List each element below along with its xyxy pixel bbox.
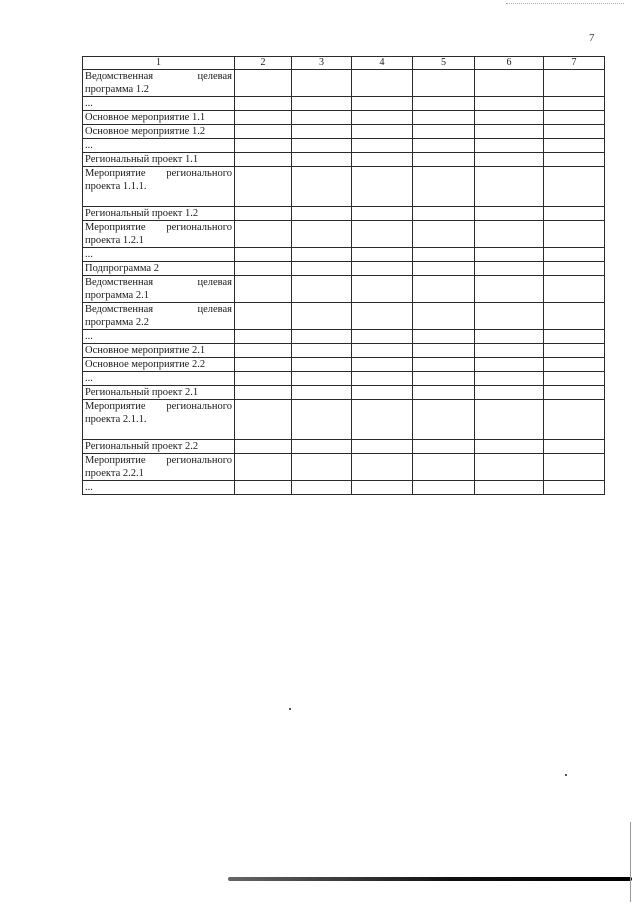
table-row [83, 386, 605, 400]
cell-col-4 [352, 153, 413, 167]
table-row [83, 358, 605, 372]
table-row [83, 481, 605, 495]
cell-col-2 [235, 344, 292, 358]
scan-artifact-top [506, 3, 624, 7]
cell-col-2 [235, 207, 292, 221]
cell-col-6 [475, 125, 544, 139]
cell-col-7 [544, 276, 605, 303]
header-row [83, 57, 605, 70]
cell-col-2 [235, 125, 292, 139]
scan-speck [289, 708, 291, 710]
row-label: Ведомственная целевая программа 2.1 [83, 276, 235, 303]
cell-col-7 [544, 153, 605, 167]
row-label: Основное мероприятие 1.2 [83, 125, 235, 139]
cell-col-7 [544, 400, 605, 440]
cell-col-4 [352, 386, 413, 400]
cell-col-7 [544, 139, 605, 153]
cell-col-7 [544, 125, 605, 139]
table-row [83, 262, 605, 276]
cell-col-6 [475, 221, 544, 248]
cell-col-4 [352, 70, 413, 97]
row-label: Мероприятие регионального проекта 2.1.1. [83, 400, 235, 440]
cell-col-7 [544, 248, 605, 262]
cell-col-3 [292, 153, 352, 167]
table-body [83, 70, 605, 495]
cell-col-4 [352, 125, 413, 139]
cell-col-6 [475, 139, 544, 153]
cell-col-2 [235, 248, 292, 262]
cell-col-6 [475, 111, 544, 125]
row-label: Региональный проект 1.1 [83, 153, 235, 167]
cell-col-4 [352, 358, 413, 372]
cell-col-3 [292, 454, 352, 481]
row-label: Мероприятие регионального проекта 2.2.1 [83, 454, 235, 481]
table-row [83, 125, 605, 139]
table-row [83, 344, 605, 358]
cell-col-2 [235, 400, 292, 440]
cell-col-3 [292, 303, 352, 330]
cell-col-7 [544, 70, 605, 97]
cell-col-5 [413, 167, 475, 207]
row-label: ... [83, 97, 235, 111]
row-label: ... [83, 372, 235, 386]
cell-col-3 [292, 139, 352, 153]
cell-col-7 [544, 481, 605, 495]
cell-col-5 [413, 139, 475, 153]
row-label: Региональный проект 2.2 [83, 440, 235, 454]
cell-col-7 [544, 440, 605, 454]
table-row [83, 97, 605, 111]
cell-col-4 [352, 344, 413, 358]
table-row [83, 139, 605, 153]
cell-col-4 [352, 440, 413, 454]
cell-col-5 [413, 248, 475, 262]
row-label: Основное мероприятие 1.1 [83, 111, 235, 125]
cell-col-7 [544, 344, 605, 358]
row-label: Ведомственная целевая программа 2.2 [83, 303, 235, 330]
cell-col-6 [475, 481, 544, 495]
cell-col-3 [292, 207, 352, 221]
column-header-6: 6 [475, 57, 544, 70]
cell-col-6 [475, 276, 544, 303]
cell-col-6 [475, 262, 544, 276]
table-row [83, 248, 605, 262]
table-row [83, 400, 605, 440]
cell-col-6 [475, 70, 544, 97]
cell-col-2 [235, 221, 292, 248]
cell-col-5 [413, 358, 475, 372]
cell-col-2 [235, 97, 292, 111]
cell-col-5 [413, 386, 475, 400]
table-row [83, 167, 605, 207]
cell-col-5 [413, 207, 475, 221]
cell-col-6 [475, 153, 544, 167]
row-label: ... [83, 248, 235, 262]
table-row [83, 454, 605, 481]
cell-col-7 [544, 454, 605, 481]
cell-col-4 [352, 276, 413, 303]
table-row [83, 330, 605, 344]
cell-col-2 [235, 153, 292, 167]
cell-col-7 [544, 372, 605, 386]
row-label: ... [83, 330, 235, 344]
cell-col-5 [413, 276, 475, 303]
cell-col-7 [544, 97, 605, 111]
cell-col-2 [235, 386, 292, 400]
cell-col-3 [292, 262, 352, 276]
cell-col-7 [544, 111, 605, 125]
cell-col-7 [544, 386, 605, 400]
row-label: ... [83, 481, 235, 495]
cell-col-3 [292, 276, 352, 303]
cell-col-2 [235, 111, 292, 125]
cell-col-5 [413, 330, 475, 344]
cell-col-2 [235, 262, 292, 276]
cell-col-4 [352, 454, 413, 481]
row-label: Подпрограмма 2 [83, 262, 235, 276]
cell-col-5 [413, 111, 475, 125]
cell-col-4 [352, 167, 413, 207]
table-row [83, 440, 605, 454]
cell-col-4 [352, 481, 413, 495]
scan-artifact-bottom-line [228, 877, 632, 881]
cell-col-7 [544, 358, 605, 372]
cell-col-3 [292, 330, 352, 344]
cell-col-3 [292, 372, 352, 386]
cell-col-2 [235, 330, 292, 344]
cell-col-6 [475, 167, 544, 207]
cell-col-7 [544, 207, 605, 221]
cell-col-5 [413, 97, 475, 111]
cell-col-7 [544, 221, 605, 248]
cell-col-3 [292, 248, 352, 262]
cell-col-5 [413, 400, 475, 440]
column-header-3: 3 [292, 57, 352, 70]
cell-col-4 [352, 221, 413, 248]
cell-col-5 [413, 70, 475, 97]
table-row [83, 372, 605, 386]
cell-col-3 [292, 111, 352, 125]
cell-col-6 [475, 372, 544, 386]
cell-col-3 [292, 440, 352, 454]
row-label: Мероприятие регионального проекта 1.2.1 [83, 221, 235, 248]
cell-col-5 [413, 153, 475, 167]
cell-col-6 [475, 386, 544, 400]
cell-col-5 [413, 125, 475, 139]
cell-col-4 [352, 248, 413, 262]
cell-col-3 [292, 167, 352, 207]
cell-col-4 [352, 111, 413, 125]
row-label: Основное мероприятие 2.1 [83, 344, 235, 358]
cell-col-3 [292, 481, 352, 495]
cell-col-6 [475, 207, 544, 221]
cell-col-5 [413, 372, 475, 386]
cell-col-4 [352, 372, 413, 386]
cell-col-6 [475, 344, 544, 358]
cell-col-2 [235, 70, 292, 97]
cell-col-2 [235, 276, 292, 303]
cell-col-3 [292, 97, 352, 111]
cell-col-2 [235, 139, 292, 153]
cell-col-3 [292, 386, 352, 400]
cell-col-3 [292, 358, 352, 372]
cell-col-2 [235, 454, 292, 481]
cell-col-4 [352, 330, 413, 344]
scan-artifact-right-edge [630, 822, 631, 902]
table-row [83, 111, 605, 125]
table-row [83, 153, 605, 167]
cell-col-5 [413, 303, 475, 330]
row-label: Мероприятие регионального проекта 1.1.1. [83, 167, 235, 207]
cell-col-3 [292, 400, 352, 440]
table-row [83, 276, 605, 303]
cell-col-2 [235, 167, 292, 207]
cell-col-2 [235, 358, 292, 372]
cell-col-5 [413, 454, 475, 481]
cell-col-4 [352, 303, 413, 330]
cell-col-3 [292, 344, 352, 358]
row-label: Региональный проект 2.1 [83, 386, 235, 400]
cell-col-7 [544, 262, 605, 276]
cell-col-2 [235, 481, 292, 495]
table-row [83, 70, 605, 97]
cell-col-6 [475, 97, 544, 111]
cell-col-4 [352, 139, 413, 153]
cell-col-5 [413, 221, 475, 248]
cell-col-6 [475, 303, 544, 330]
cell-col-3 [292, 70, 352, 97]
scan-speck [565, 774, 567, 776]
cell-col-3 [292, 125, 352, 139]
cell-col-4 [352, 97, 413, 111]
cell-col-7 [544, 167, 605, 207]
cell-col-4 [352, 400, 413, 440]
cell-col-3 [292, 221, 352, 248]
cell-col-5 [413, 481, 475, 495]
column-header-5: 5 [413, 57, 475, 70]
cell-col-7 [544, 330, 605, 344]
table-row [83, 221, 605, 248]
column-header-4: 4 [352, 57, 413, 70]
cell-col-5 [413, 262, 475, 276]
cell-col-6 [475, 358, 544, 372]
row-label: Ведомственная целевая программа 1.2 [83, 70, 235, 97]
cell-col-6 [475, 330, 544, 344]
table-row [83, 207, 605, 221]
cell-col-6 [475, 440, 544, 454]
cell-col-5 [413, 344, 475, 358]
column-header-7: 7 [544, 57, 605, 70]
cell-col-7 [544, 303, 605, 330]
cell-col-2 [235, 440, 292, 454]
document-table [82, 56, 605, 495]
cell-col-4 [352, 262, 413, 276]
row-label: Основное мероприятие 2.2 [83, 358, 235, 372]
cell-col-6 [475, 454, 544, 481]
cell-col-4 [352, 207, 413, 221]
table-row [83, 303, 605, 330]
cell-col-5 [413, 440, 475, 454]
column-header-2: 2 [235, 57, 292, 70]
cell-col-2 [235, 372, 292, 386]
row-label: ... [83, 139, 235, 153]
cell-col-6 [475, 248, 544, 262]
page-number: 7 [589, 32, 595, 44]
row-label: Региональный проект 1.2 [83, 207, 235, 221]
column-header-1: 1 [83, 57, 235, 70]
cell-col-6 [475, 400, 544, 440]
cell-col-2 [235, 303, 292, 330]
